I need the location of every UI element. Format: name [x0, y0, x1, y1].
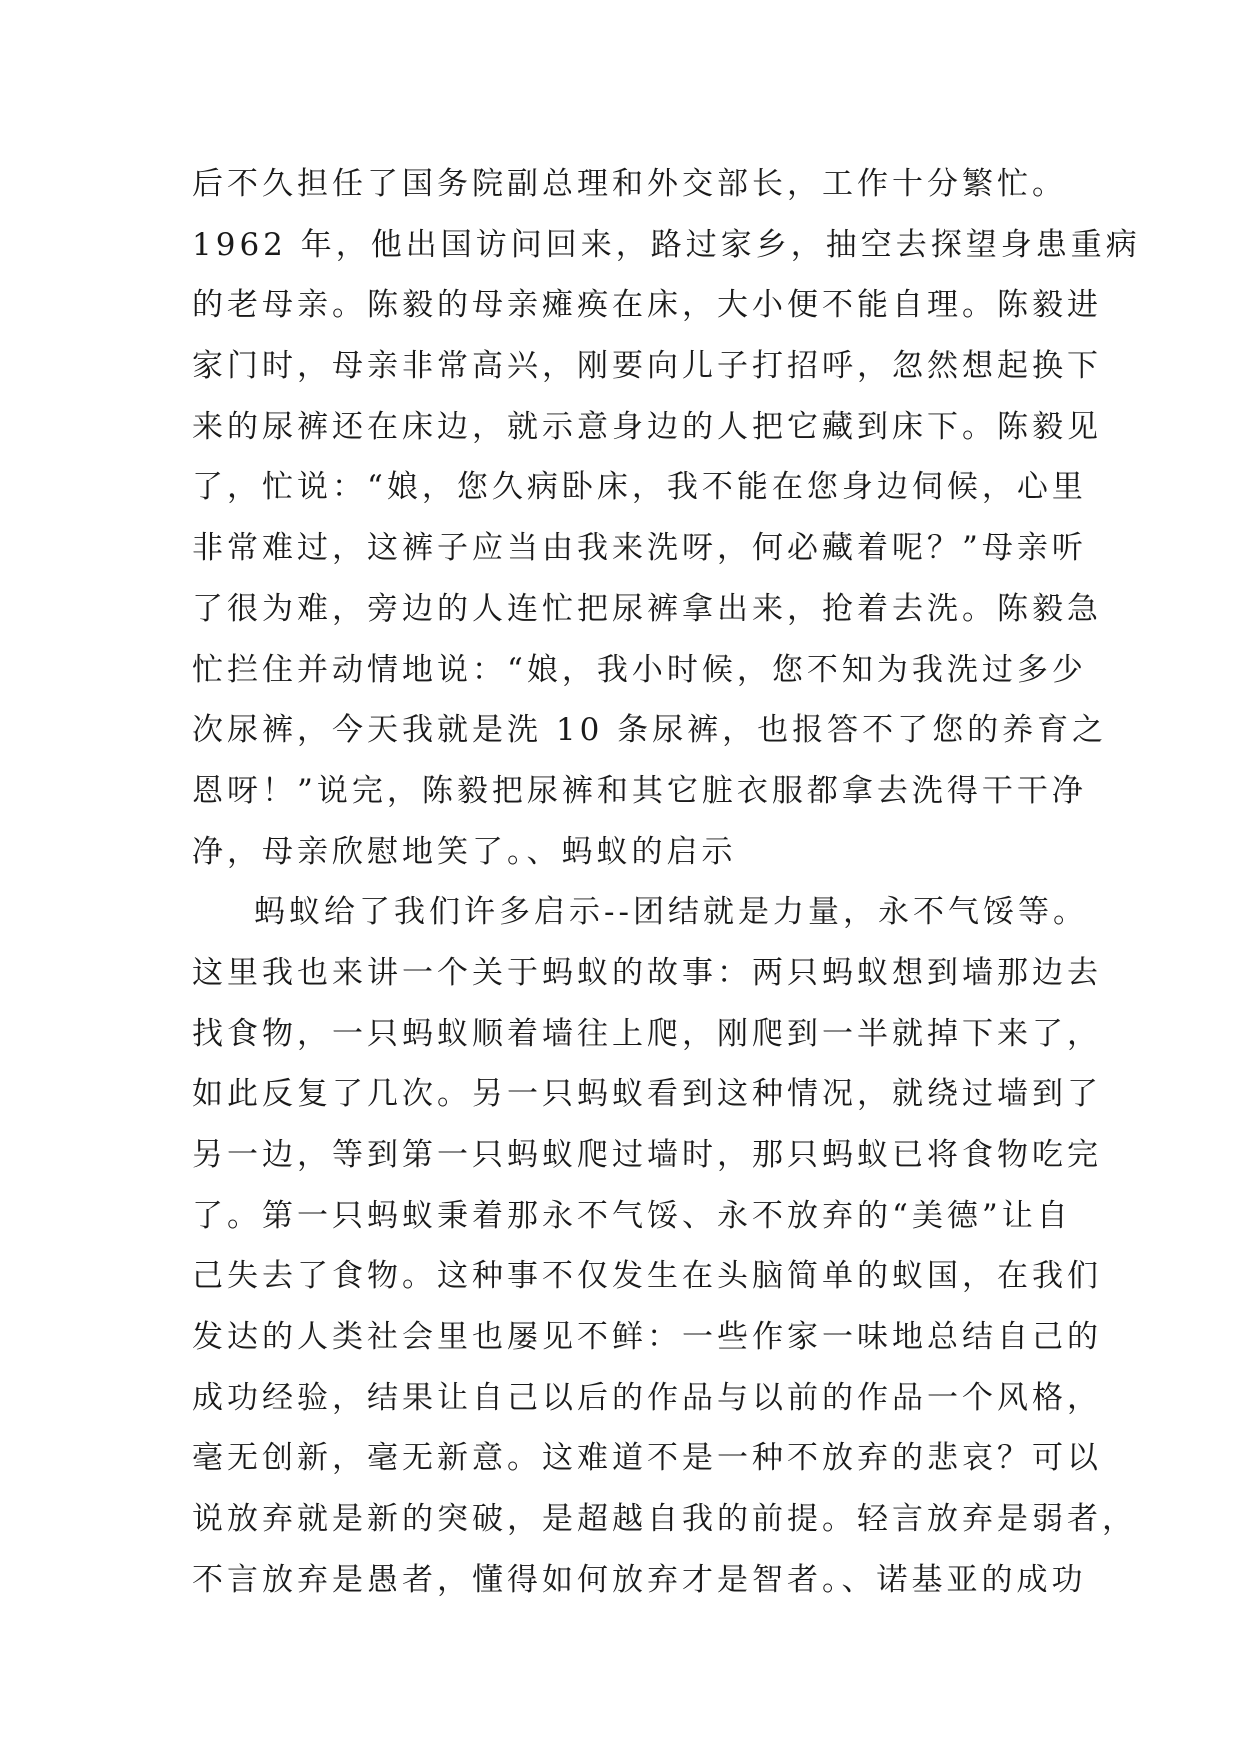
text-line: 不言放弃是愚者，懂得如何放弃才是智者。、诺基亚的成功 — [192, 1561, 1087, 1598]
text-line: 家门时，母亲非常高兴，刚要向儿子打招呼，忽然想起换下 — [192, 348, 1102, 385]
text-line: 另一边，等到第一只蚂蚁爬过墙时，那只蚂蚁已将食物吃完 — [192, 1137, 1102, 1173]
text-line: 如此反复了几次。另一只蚂蚁看到这种情况，就绕过墙到了 — [192, 1076, 1102, 1113]
text-line: 的老母亲。陈毅的母亲瘫痪在床，大小便不能自理。陈毅进 — [192, 287, 1102, 324]
text-line: 了，忙说：“娘，您久病卧床，我不能在您身边伺候，心里 — [192, 469, 1087, 506]
text-line: 这里我也来讲一个关于蚂蚁的故事：两只蚂蚁想到墙那边去 — [192, 954, 1102, 991]
text-line: 说放弃就是新的突破，是超越自我的前提。轻言放弃是弱者， — [192, 1501, 1137, 1538]
text-line: 找食物，一只蚂蚁顺着墙往上爬，刚爬到一半就掉下来了， — [192, 1015, 1102, 1052]
body-text — [192, 159, 1141, 1616]
text-line: 非常难过，这裤子应当由我来洗呀，何必藏着呢？”母亲听 — [192, 530, 1087, 567]
text-line: 了。第一只蚂蚁秉着那永不气馁、永不放弃的“美德”让自 — [192, 1197, 1072, 1234]
text-line: 来的尿裤还在床边，就示意身边的人把它藏到床下。陈毅见 — [192, 408, 1102, 445]
text-line: 了很为难，旁边的人连忙把尿裤拿出来，抢着去洗。陈毅急 — [192, 590, 1102, 627]
text-line: 恩呀！”说完，陈毅把尿裤和其它脏衣服都拿去洗得干干净 — [192, 772, 1087, 809]
text-line: 毫无创新，毫无新意。这难道不是一种不放弃的悲哀？可以 — [192, 1440, 1102, 1477]
text-line: 1962 年，他出国访问回来，路过家乡，抽空去探望身患重病 — [192, 226, 1141, 263]
text-line: 忙拦住并动情地说：“娘，我小时候，您不知为我洗过多少 — [192, 651, 1087, 688]
text-line: 净，母亲欣慰地笑了。、蚂蚁的启示 — [192, 833, 737, 870]
text-line: 后不久担任了国务院副总理和外交部长，工作十分繁忙。 — [192, 166, 1067, 202]
text-line: 蚂蚁给了我们许多启示--团结就是力量，永不气馁等。 — [254, 894, 1088, 931]
text-line: 成功经验，结果让自己以后的作品与以前的作品一个风格， — [192, 1379, 1102, 1416]
text-line: 己失去了食物。这种事不仅发生在头脑简单的蚁国，在我们 — [192, 1258, 1102, 1295]
text-line: 发达的人类社会里也屡见不鲜：一些作家一味地总结自己的 — [192, 1319, 1102, 1356]
text-line: 次尿裤，今天我就是洗 10 条尿裤，也报答不了您的养育之 — [192, 712, 1108, 749]
